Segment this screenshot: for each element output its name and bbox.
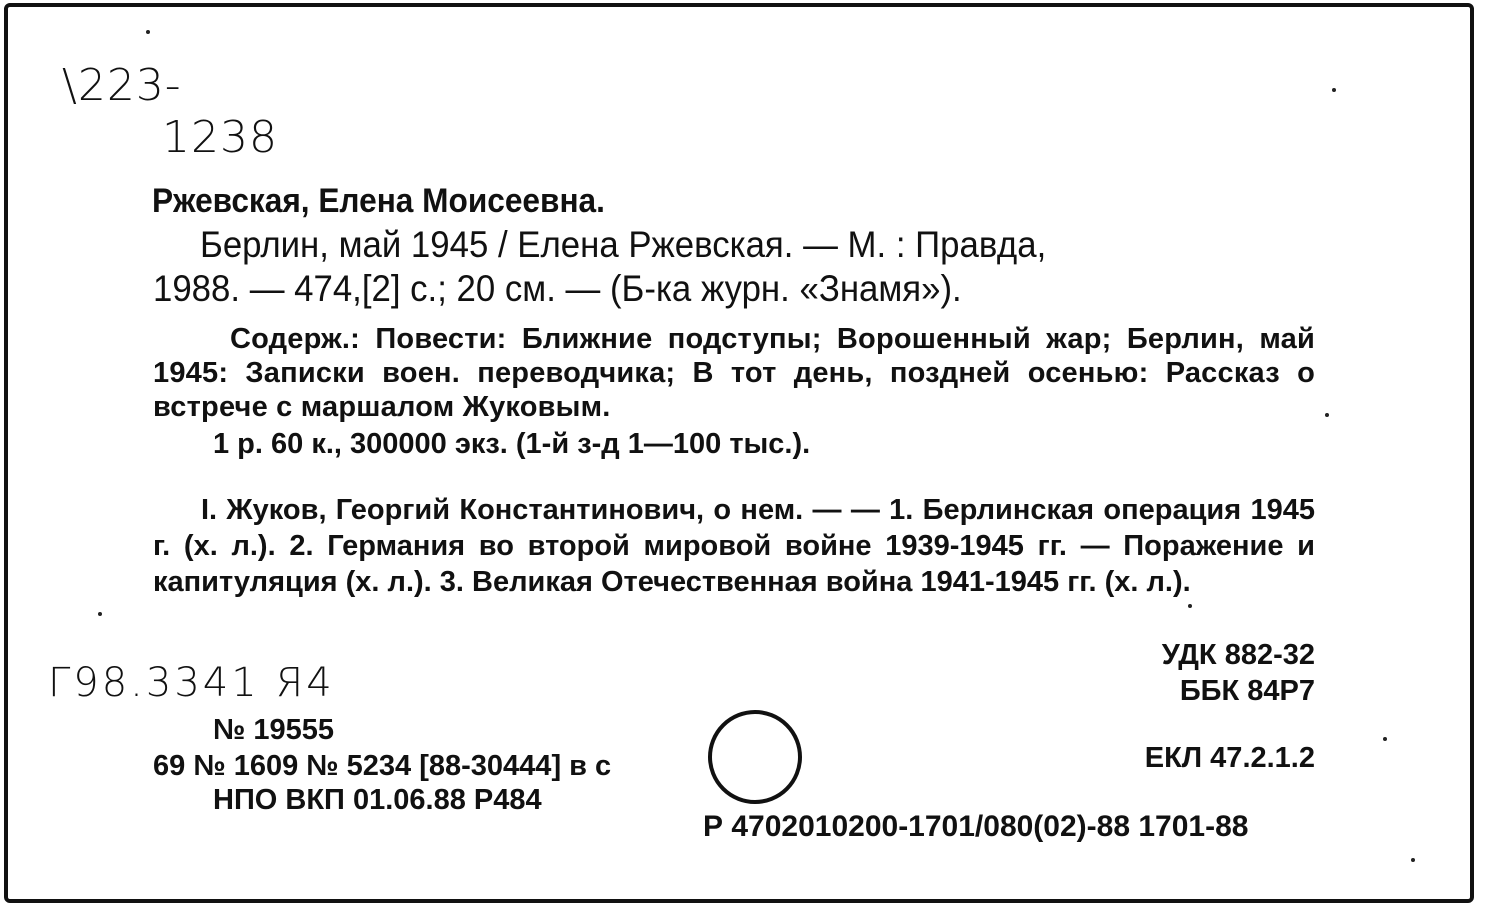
printing-line-2: НПО ВКП 01.06.88 Р484 [213,784,542,816]
title-line-1: Берлин, май 1945 / Елена Ржевская. — М. : Правда, [200,224,1047,265]
contents-note: Содерж.: Повести: Ближние подступы; Ворошенный жар; Берлин, май 1945: Записки воен. переводчика; В тот день, поздней осенью: Рассказ о встрече с маршалом Жуковым. [153,323,1315,423]
title-line-2: 1988. — 474,[2] с.; 20 см. — (Б-ка журн. «Знамя»). [153,268,962,309]
call-number-line1: \223- [62,60,182,111]
order-number: № 19555 [213,714,335,746]
handwritten-call-number [62,60,278,164]
author-heading: Ржевская, Елена Моисеевна. [152,182,605,220]
scan-speck [98,612,102,616]
printing-line-1: 69 № 1609 № 5234 [88-30444] в с [153,750,612,782]
bbk-code: ББК 84Р7 [1179,675,1315,707]
call-number-line2: 1238 [162,112,278,163]
scan-speck [1188,604,1192,608]
scan-speck [146,30,150,34]
udk-code: УДК 882-32 [1161,639,1315,671]
scan-speck [1325,413,1329,417]
book-code: Р 4702010200-1701/080(02)-88 1701-88 [703,810,1249,843]
scan-speck [1332,88,1336,92]
subject-headings: I. Жуков, Георгий Константинович, о нем. — — 1. Берлинская операция 1945 г. (х. л.). 2. Германия во второй мировой войне 1939-1945 гг. — Поражение и капитуляция (х. л.). 3. Великая Отечественная война 1941-1945 гг. (х. л.). [153,494,1315,598]
handwritten-classification: Г98.3341 Я4 [48,660,335,706]
circle-mark [708,710,802,804]
udk-bbk-block [1162,637,1315,709]
scan-speck [1411,858,1415,862]
scan-speck [1383,737,1387,741]
ekl-code: ЕКЛ 47.2.1.2 [1144,742,1315,774]
price-circulation: 1 р. 60 к., 300000 экз. (1-й з-д 1—100 тыс.). [213,428,811,460]
